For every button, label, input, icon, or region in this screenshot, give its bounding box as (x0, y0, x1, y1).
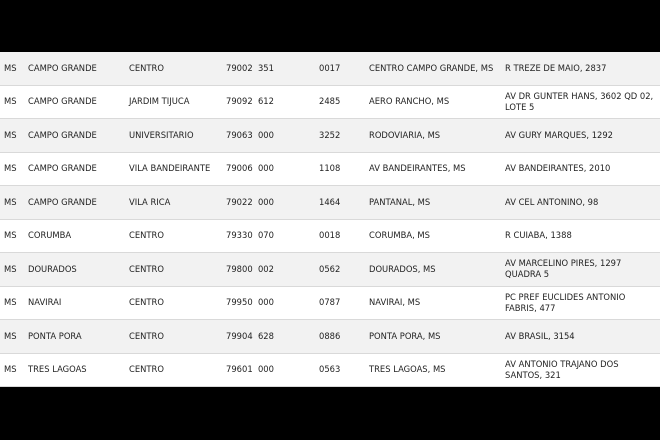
address-cell (505, 220, 657, 253)
postal-code-cell: 79904 628 (226, 330, 274, 341)
city-cell: CAMPO GRANDE (28, 62, 97, 73)
state-cell: MS (4, 196, 17, 207)
address-text: AV MARCELINO PIRES, 1297 QUADRA 5 (505, 258, 622, 280)
postal-code-cell: 79950 000 (226, 297, 274, 308)
state-cell: MS (4, 163, 17, 174)
table-row (0, 253, 660, 287)
address-text: AV DR GUNTER HANS, 3602 QD 02, LOTE 5 (505, 90, 654, 112)
city-cell: CAMPO GRANDE (28, 163, 97, 174)
city-cell: DOURADOS (28, 263, 77, 274)
agency-name-cell: TRES LAGOAS, MS (369, 364, 446, 375)
city-cell: TRES LAGOAS (28, 364, 87, 375)
district-cell: UNIVERSITARIO (129, 129, 194, 140)
postal-code-cell: 79601 000 (226, 364, 274, 375)
agency-code-cell: 3252 (319, 129, 341, 140)
postal-code-cell: 79800 002 (226, 263, 274, 274)
agency-code-cell: 0563 (319, 364, 341, 375)
address-cell (505, 253, 657, 286)
address-text: R CUIABA, 1388 (505, 230, 572, 241)
agency-name-cell: NAVIRAI, MS (369, 297, 421, 308)
state-cell: MS (4, 297, 17, 308)
table-row (0, 153, 660, 187)
city-cell: CORUMBA (28, 230, 72, 241)
table-row (0, 287, 660, 321)
address-text: AV ANTONIO TRAJANO DOS SANTOS, 321 (505, 358, 619, 380)
agency-name-cell: PANTANAL, MS (369, 196, 431, 207)
postal-code-cell: 79022 000 (226, 196, 274, 207)
district-cell: CENTRO (129, 230, 164, 241)
state-cell: MS (4, 263, 17, 274)
table-row (0, 320, 660, 354)
city-cell: NAVIRAI (28, 297, 62, 308)
table-row (0, 52, 660, 86)
agency-name-cell: PONTA PORA, MS (369, 330, 441, 341)
agency-code-cell: 0886 (319, 330, 341, 341)
postal-code-cell: 79002 351 (226, 62, 274, 73)
state-cell: MS (4, 230, 17, 241)
table-row (0, 86, 660, 120)
agency-code-cell: 0787 (319, 297, 341, 308)
address-text: AV CEL ANTONINO, 98 (505, 196, 599, 207)
state-cell: MS (4, 364, 17, 375)
city-cell: PONTA PORA (28, 330, 82, 341)
document-page (0, 52, 660, 387)
address-cell (505, 52, 657, 85)
agency-name-cell: AERO RANCHO, MS (369, 96, 450, 107)
address-text: AV BANDEIRANTES, 2010 (505, 163, 611, 174)
district-cell: VILA RICA (129, 196, 171, 207)
city-cell: CAMPO GRANDE (28, 129, 97, 140)
address-cell (505, 119, 657, 152)
district-cell: JARDIM TIJUCA (129, 96, 190, 107)
district-cell: CENTRO (129, 297, 164, 308)
agency-code-cell: 1464 (319, 196, 341, 207)
agency-name-cell: CENTRO CAMPO GRANDE, MS (369, 62, 494, 73)
postal-code-cell: 79330 070 (226, 230, 274, 241)
address-cell (505, 287, 657, 320)
district-cell: CENTRO (129, 62, 164, 73)
city-cell: CAMPO GRANDE (28, 196, 97, 207)
agency-name-cell: DOURADOS, MS (369, 263, 436, 274)
address-text: AV GURY MARQUES, 1292 (505, 129, 614, 140)
address-text: R TREZE DE MAIO, 2837 (505, 62, 607, 73)
agency-table (0, 52, 660, 387)
district-cell: CENTRO (129, 263, 164, 274)
postal-code-cell: 79092 612 (226, 96, 274, 107)
address-cell (505, 153, 657, 186)
address-text: PC PREF EUCLIDES ANTONIO FABRIS, 477 (505, 291, 626, 313)
state-cell: MS (4, 129, 17, 140)
table-row (0, 119, 660, 153)
district-cell: CENTRO (129, 364, 164, 375)
table-row (0, 220, 660, 254)
agency-name-cell: CORUMBA, MS (369, 230, 430, 241)
state-cell: MS (4, 62, 17, 73)
agency-code-cell: 0017 (319, 62, 341, 73)
city-cell: CAMPO GRANDE (28, 96, 97, 107)
agency-code-cell: 2485 (319, 96, 341, 107)
table-row (0, 186, 660, 220)
district-cell: CENTRO (129, 330, 164, 341)
district-cell: VILA BANDEIRANTE (129, 163, 211, 174)
address-cell (505, 354, 657, 387)
address-text: AV BRASIL, 3154 (505, 330, 575, 341)
postal-code-cell: 79006 000 (226, 163, 274, 174)
address-cell (505, 320, 657, 353)
address-cell (505, 186, 657, 219)
table-row (0, 354, 660, 388)
address-cell (505, 86, 657, 119)
agency-name-cell: AV BANDEIRANTES, MS (369, 163, 466, 174)
state-cell: MS (4, 96, 17, 107)
state-cell: MS (4, 330, 17, 341)
agency-code-cell: 1108 (319, 163, 341, 174)
agency-code-cell: 0018 (319, 230, 341, 241)
agency-name-cell: RODOVIARIA, MS (369, 129, 441, 140)
agency-code-cell: 0562 (319, 263, 341, 274)
postal-code-cell: 79063 000 (226, 129, 274, 140)
